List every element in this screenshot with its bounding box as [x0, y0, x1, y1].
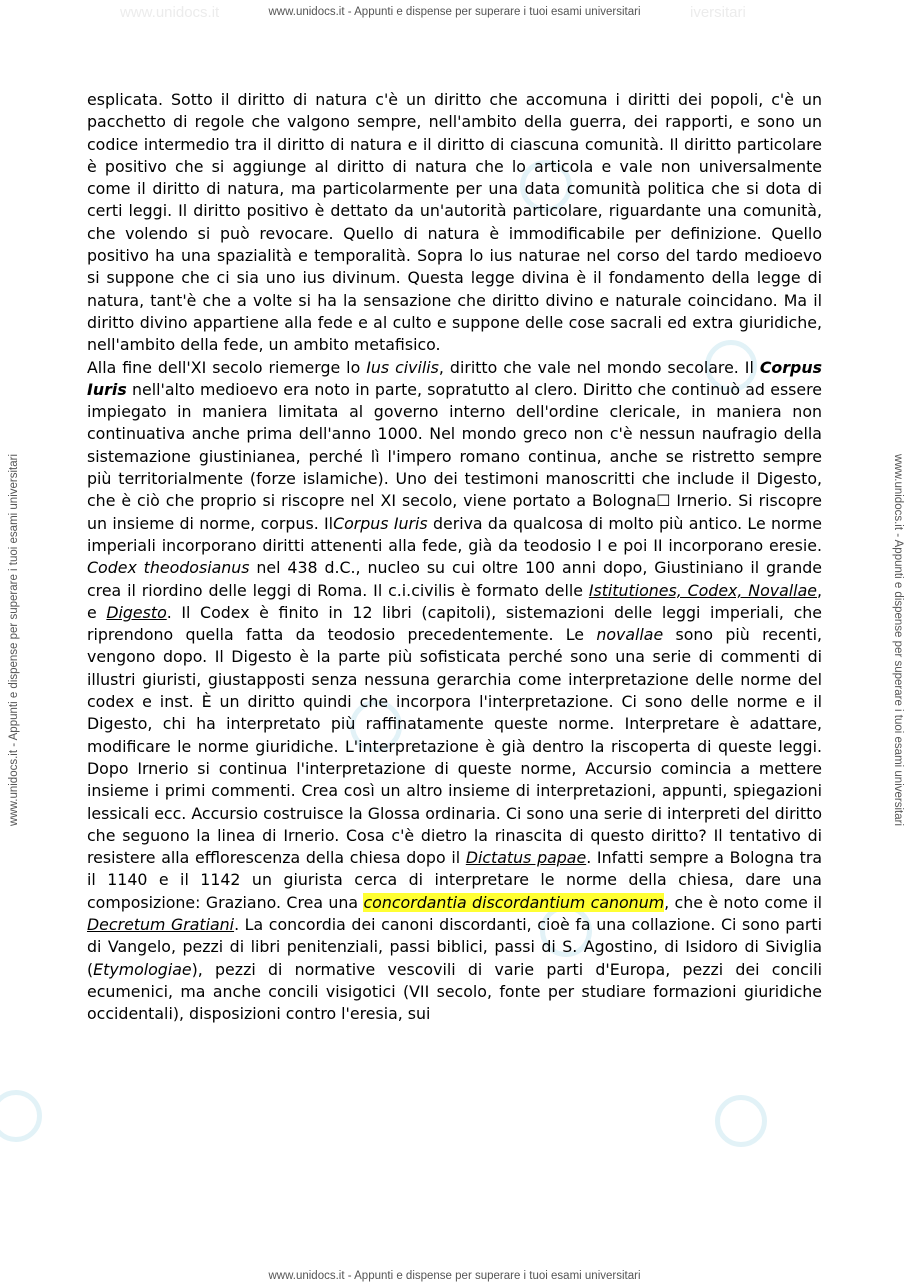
underlined-term: Istitutiones, Codex, Novallae: [588, 580, 817, 600]
italic-term: Ius civilis: [366, 357, 439, 377]
side-watermark-right[interactable]: www.unidocs.it - Appunti e dispense per superare i tuoi esami universitari: [892, 453, 904, 827]
unidocs-logo-watermark: [0, 1090, 42, 1142]
text-run: nell'alto medioevo era noto in parte, sopratutto al clero. Diritto che continuò ad essere impiegato in maniera limitata al governo interno dell'ordine clericale, in maniera non continuativa anche prima dell'anno 1000. Nel mondo greco non c'è nessun naufragio della sistemazione giustinianea, perché lì l'impero romano continua, anche se ristretto sempre più territorialmente (forze islamiche). Uno dei testimoni manoscritti che include il Digesto, che è ciò che proprio si riscopre nel XI secolo, viene portato a Bologna: [87, 379, 822, 511]
side-watermark-left: www.unidocs.it - Appunti e dispense per superare i tuoi esami universitari: [8, 453, 20, 827]
underlined-term: Dictatus papae: [465, 848, 587, 868]
italic-term: Etymologiae: [93, 959, 192, 979]
page-footer[interactable]: www.unidocs.it - Appunti e dispense per superare i tuoi esami universitari: [268, 1270, 641, 1282]
underlined-term: Digesto: [106, 602, 167, 622]
text-run: Alla fine dell'XI secolo riemerge lo: [87, 357, 367, 377]
bold-italic-term: Corpus Iuris: [87, 357, 823, 399]
watermark-text-left: www.unidocs.it: [120, 4, 220, 21]
unidocs-logo-watermark: [715, 1095, 767, 1147]
watermark-text-right: iversitari: [690, 4, 746, 21]
highlighted-term: concordantia discordantium canonum: [363, 892, 665, 912]
text-run: , e: [87, 580, 822, 622]
text-run: deriva da qualcosa di molto più antico. Le norme imperiali incorporano diritti attenenti alla fede, già da teodosio I e poi II incorporano eresie.: [87, 513, 822, 555]
text-run: sono più recenti, vengono dopo. Il Digesto è la parte più sofisticata perché sono una serie di commenti di illustri giuristi, giustapposti senza nessuna gerarchia come interpretazione delle norme del codex e inst. È un diritto quindi che incorpora l'interpretazione. Ci sono delle norme e il Digesto, chi ha interpretato più raffinatamente queste norme. Interpretare è adattare, modificare le norme giuridiche. L'interpretazione è già dentro la riscoperta di queste leggi. Dopo Irnerio si continua l'interpretazione di queste norme, Accursio comincia a mettere insieme i primi commenti. Crea così un altro insieme di interpretazioni, appunti, spiegazioni lessicali ecc. Accursio costruisce la Glossa ordinaria. Ci sono una serie di interpreti del diritto che seguono la linea di Irnerio. Cosa c'è dietro la rinascita di questo diritto? Il tentativo di resistere alla efflorescenza della chiesa dopo il: [87, 625, 823, 868]
paragraph: [87, 357, 822, 1026]
text-run: ), pezzi di normative vescovili di varie parti d'Europa, pezzi dei concili ecumenici, ma anche concili visigotici (VII secolo, fonte per studiare formazioni giuridiche occidentali), disposizioni contro l'eresia, sui: [87, 959, 822, 1024]
italic-term: Codex theodosianus: [87, 558, 250, 578]
page-header[interactable]: www.unidocs.it - Appunti e dispense per superare i tuoi esami universitari: [268, 6, 641, 18]
text-run: , che è noto come il: [664, 892, 822, 912]
italic-term: novallae: [596, 625, 664, 645]
text-run: Irnerio. Si riscopre un insieme di norme, corpus. Il: [87, 491, 822, 533]
missing-glyph-box: ☐: [656, 491, 671, 511]
italic-term: Corpus Iuris: [333, 513, 428, 533]
document-body: [87, 89, 822, 1025]
text-run: . Il Codex è finito in 12 libri (capitoli), sistemazioni delle leggi imperiali, che riprendono quella fatta da teodosio precedentemente. Le: [87, 602, 822, 645]
text-run: . La concordia dei canoni discordanti, cioè fa una collazione. Ci sono parti di Vangelo, pezzi di libri penitenziali, passi biblici, passi di S. Agostino, di Isidoro di Siviglia (: [87, 914, 822, 979]
text-run: . Infatti sempre a Bologna tra il 1140 e il 1142 un giurista cerca di interpretare le norme della chiesa, dare una composizione: Graziano. Crea una: [87, 848, 823, 912]
underlined-term: Decretum Gratiani: [87, 914, 235, 934]
text-run: , diritto che vale nel mondo secolare. Il: [438, 357, 760, 377]
paragraph: esplicata. Sotto il diritto di natura c'è un diritto che accomuna i diritti dei popoli, c'è un pacchetto di regole che valgono sempre, nell'ambito della guerra, dei rapporti, e sono un codice intermedio tra il diritto di natura e il diritto di ciascuna comunità. Il diritto particolare è positivo che si aggiunge al diritto di natura che lo articola e vale non universalmente come il diritto di natura, ma particolarmente per una data comunità politica che si dota di certi leggi. Il diritto positivo è dettato da un'autorità particolare, riguardante una comunità, che volendo si può revocare. Quello di natura è immodificabile per definizione. Quello positivo ha una spazialità e temporalità. Sopra lo ius naturae nel corso del tardo medioevo si suppone che ci sia uno ius divinum. Questa legge divina è il fondamento della legge di natura, tant'è che a volte si ha la sensazione che diritto divino e naturale coincidano. Ma il diritto divino appartiene alla fede e al culto e suppone delle cose sacrali ed extra giuridiche, nell'ambito della fede, un ambito metafisico.: [87, 90, 822, 355]
text-run: nel 438 d.C., nucleo su cui oltre 100 anni dopo, Giustiniano il grande crea il riordino delle leggi di Roma. Il c.i.civilis è formato delle: [87, 558, 822, 600]
